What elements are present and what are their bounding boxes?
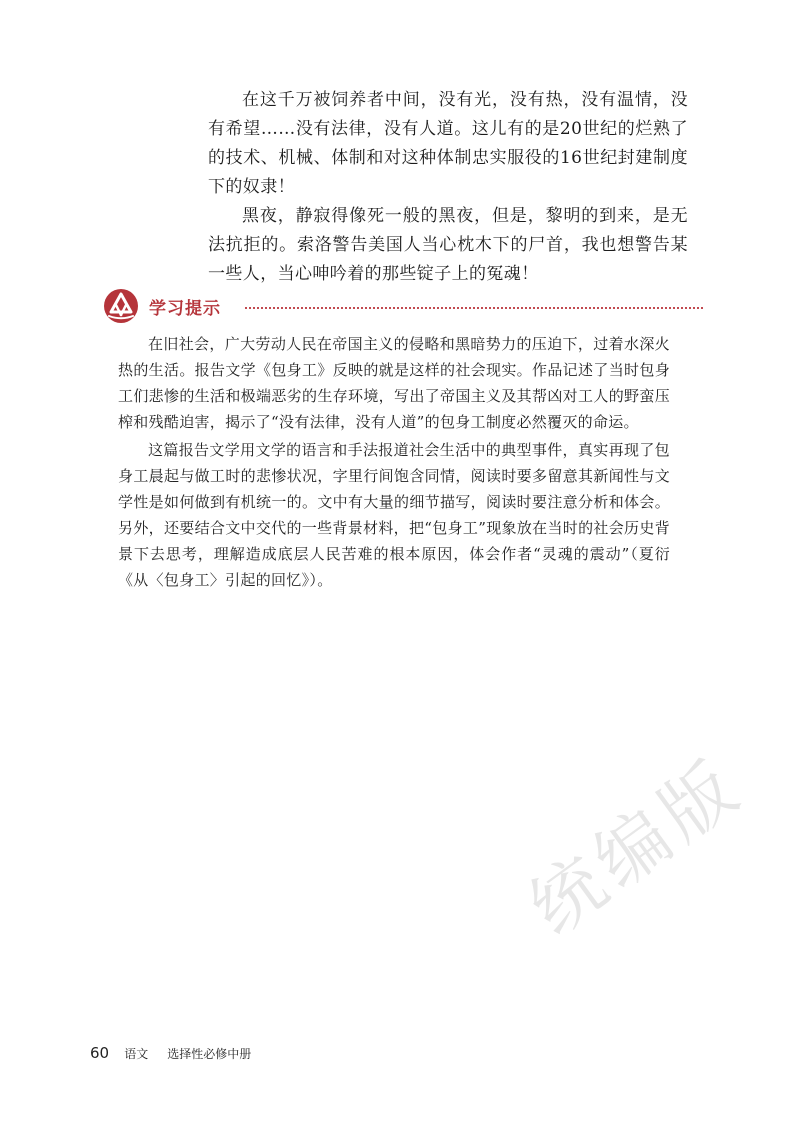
dotted-divider [245, 307, 703, 309]
hint-paragraph-1: 在旧社会，广大劳动人民在帝国主义的侵略和黑暗势力的压迫下，过着水深火热的生活。报告文学《包身工》反映的就是这样的社会现实。作品记述了当时包身工们悲惨的生活和极端恶劣的生存环境，写出了帝国主义及其帮凶对工人的野蛮压榨和残酷迫害，揭示了“没有法律，没有人道”的包身工制度必然覆灭的命运。 [118, 335, 670, 431]
main-paragraph-2: 黑夜，静寂得像死一般的黑夜，但是，黎明的到来，是无法抗拒的。索洛警告美国人当心枕木下的尸首，我也想警告某一些人，当心呻吟着的那些锭子上的冤魂！ [208, 206, 688, 284]
page-number: 60 [90, 1044, 110, 1062]
book-title: 选择性必修中册 [167, 1047, 252, 1061]
edition-watermark: 统编版 [514, 741, 758, 951]
book-subject: 语文 [124, 1047, 149, 1061]
hint-paragraph-2: 这篇报告文学用文学的语言和手法报道社会生活中的典型事件，真实再现了包身工晨起与做工时的悲惨状况，字里行间饱含同情，阅读时要多留意其新闻性与文学性是如何做到有机统一的。文中有大量的细节描写，阅读时要注意分析和体会。另外，还要结合文中交代的一些背景材料，把“包身工”现象放在当时的社会历史背景下去思考，理解造成底层人民苦难的根本原因，体会作者“灵魂的震动”（夏衍《从〈包身工〉引起的回忆》）。 [118, 441, 670, 589]
page-footer [90, 1043, 251, 1062]
main-text-block [208, 86, 688, 289]
study-tips-text-block [118, 331, 670, 593]
main-paragraph-1: 在这千万被饲养者中间，没有光，没有热，没有温情，没有希望……没有法律，没有人道。这儿有的是20世纪的烂熟了的技术、机械、体制和对这种体制忠实服役的16世纪封建制度下的奴隶！ [208, 90, 688, 197]
study-tips-header [103, 288, 703, 324]
study-tips-title: 学习提示 [149, 299, 221, 319]
study-tips-logo-icon [103, 288, 139, 324]
